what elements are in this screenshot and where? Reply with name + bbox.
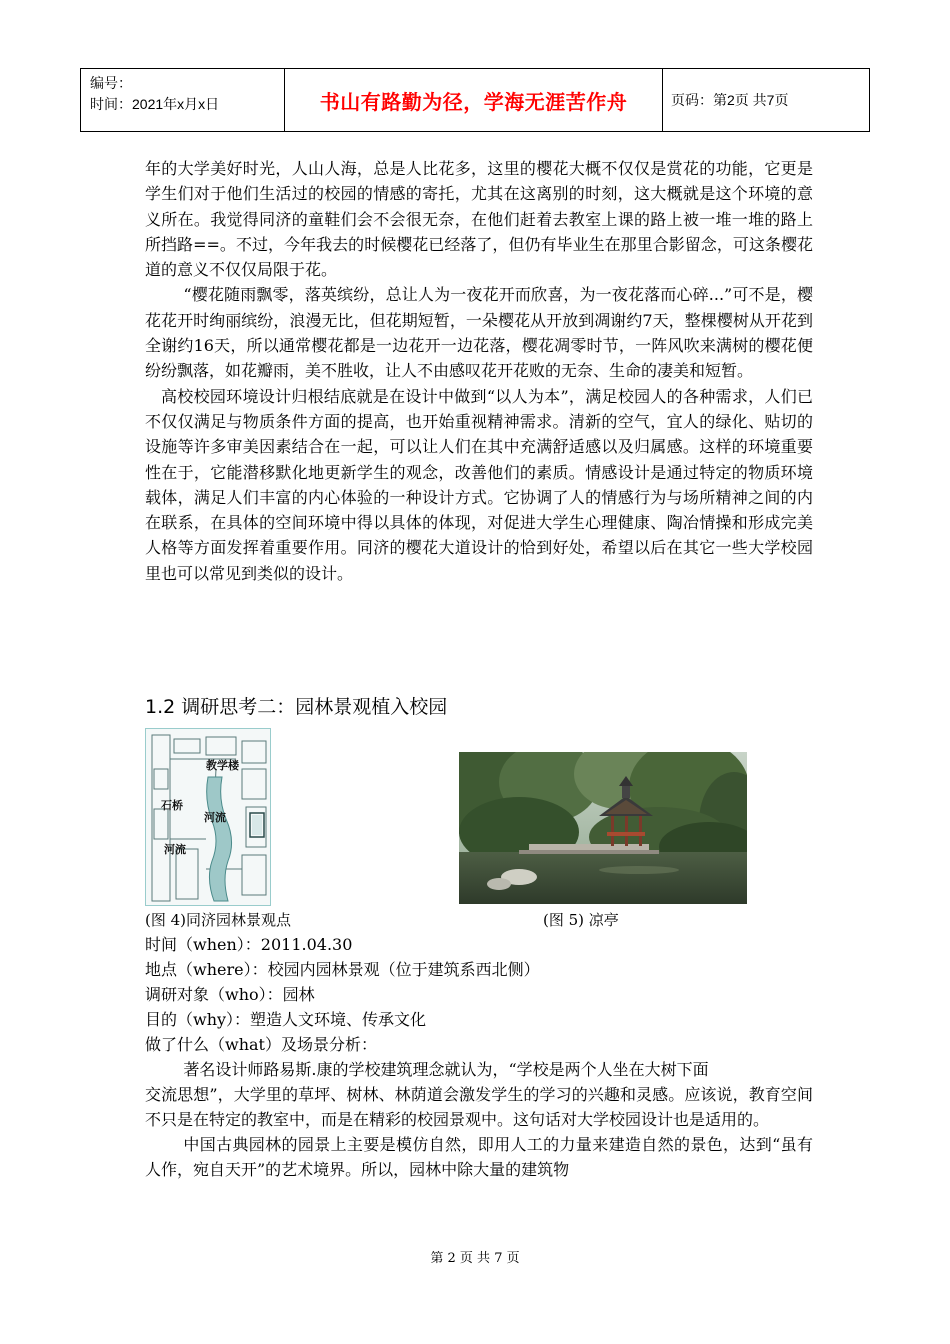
header-page-number: 页码：第2页 共7页 (671, 92, 789, 108)
paragraph: 交流思想”，大学里的草坪、树林、林荫道会激发学生的学习的兴趣和灵感。应该说，教育空间不只是在特定的教室中，而是在精彩的校园景观中。这句话对大学校园设计也是适用的。 (145, 1085, 813, 1129)
document-date: 时间：2021年x月x日 (90, 96, 220, 112)
page-footer: 第 2 页 共 7 页 (430, 1251, 520, 1266)
info-what: 做了什么（what）及场景分析： (145, 1035, 377, 1054)
header-motto: 书山有路勤为径，学海无涯苦作舟 (285, 69, 663, 131)
figure-5-caption: (图 5) 凉亭 (543, 911, 619, 929)
map-label-river: 河流 (204, 811, 226, 824)
paragraph: “樱花随雨飘零，落英缤纷，总让人为一夜花开而欣喜，为一夜花落而心碎...”可不是，樱花花开时绚丽缤纷，浪漫无比，但花期短暂，一朵樱花从开放到凋谢约7天，整棵樱树从开花到全谢约16天，所以通常樱花都是一边花开一边花落，樱花凋零时节，一阵风吹来满树的樱花便纷纷飘落，如花瓣雨，美不胜收，让人不由感叹花开花败的无奈、生命的凄美和短暂。 (145, 285, 813, 381)
info-purpose: 目的（why）：塑造人文环境、传承文化 (145, 1010, 427, 1029)
body-text (145, 156, 813, 586)
map-label-river: 河流 (164, 843, 186, 856)
pavilion-photo (459, 752, 747, 904)
campus-map-sketch (146, 729, 271, 906)
document-number: 编号： (90, 75, 132, 91)
campus-map-figure (145, 728, 271, 906)
paragraph: 著名设计师路易斯.康的学校建筑理念就认为，“学校是两个人坐在大树下面 (183, 1060, 709, 1079)
paragraph: 中国古典园林的园景上主要是模仿自然，即用人工的力量来建造自然的景色，达到“虽有人作，宛自天开”的艺术境界。所以，园林中除大量的建筑物 (145, 1135, 813, 1179)
figure-4-caption: (图 4)同济园林景观点 (145, 911, 292, 929)
paragraph: 年的大学美好时光，人山人海，总是人比花多，这里的樱花大概不仅仅是赏花的功能，它更是学生们对于他们生活过的校园的情感的寄托，尤其在这离别的时刻，这大概就是这个环境的意义所在。我觉得同济的童鞋们会不会很无奈，在他们赶着去教室上课的路上被一堆一堆的路上所挡路==。不过，今年我去的时候樱花已经落了，但仍有毕业生在那里合影留念，可这条樱花道的意义不仅仅局限于花。 (145, 159, 813, 280)
map-label-bridge: 石桥 (161, 799, 183, 812)
page-header (80, 68, 870, 132)
info-place: 地点（where）：校园内园林景观（位于建筑系西北侧） (145, 960, 540, 979)
survey-info (145, 932, 813, 1182)
section-heading: 1.2 调研思考二：园林景观植入校园 (145, 696, 448, 718)
info-subject: 调研对象（who）：园林 (145, 985, 315, 1004)
info-time: 时间（when）：2011.04.30 (145, 935, 353, 954)
header-meta (81, 69, 285, 131)
pavilion-illustration (459, 752, 747, 904)
paragraph: 高校校园环境设计归根结底就是在设计中做到“以人为本”，满足校园人的各种需求，人们已不仅仅满足与物质条件方面的提高，也开始重视精神需求。清新的空气，宜人的绿化、贴切的设施等许多审美因素结合在一起，可以让人们在其中充满舒适感以及归属感。这样的环境重要性在于，它能潜移默化地更新学生的观念，改善他们的素质。情感设计是通过特定的物质环境载体，满足人们丰富的内心体验的一种设计方式。它协调了人的情感行为与场所精神之间的内在联系，在具体的空间环境中得以具体的体现，对促进大学生心理健康、陶冶情操和形成完美人格等方面发挥着重要作用。同济的樱花大道设计的恰到好处，希望以后在其它一些大学校园里也可以常见到类似的设计。 (145, 386, 813, 583)
map-label-building: 教学楼 (206, 759, 239, 772)
